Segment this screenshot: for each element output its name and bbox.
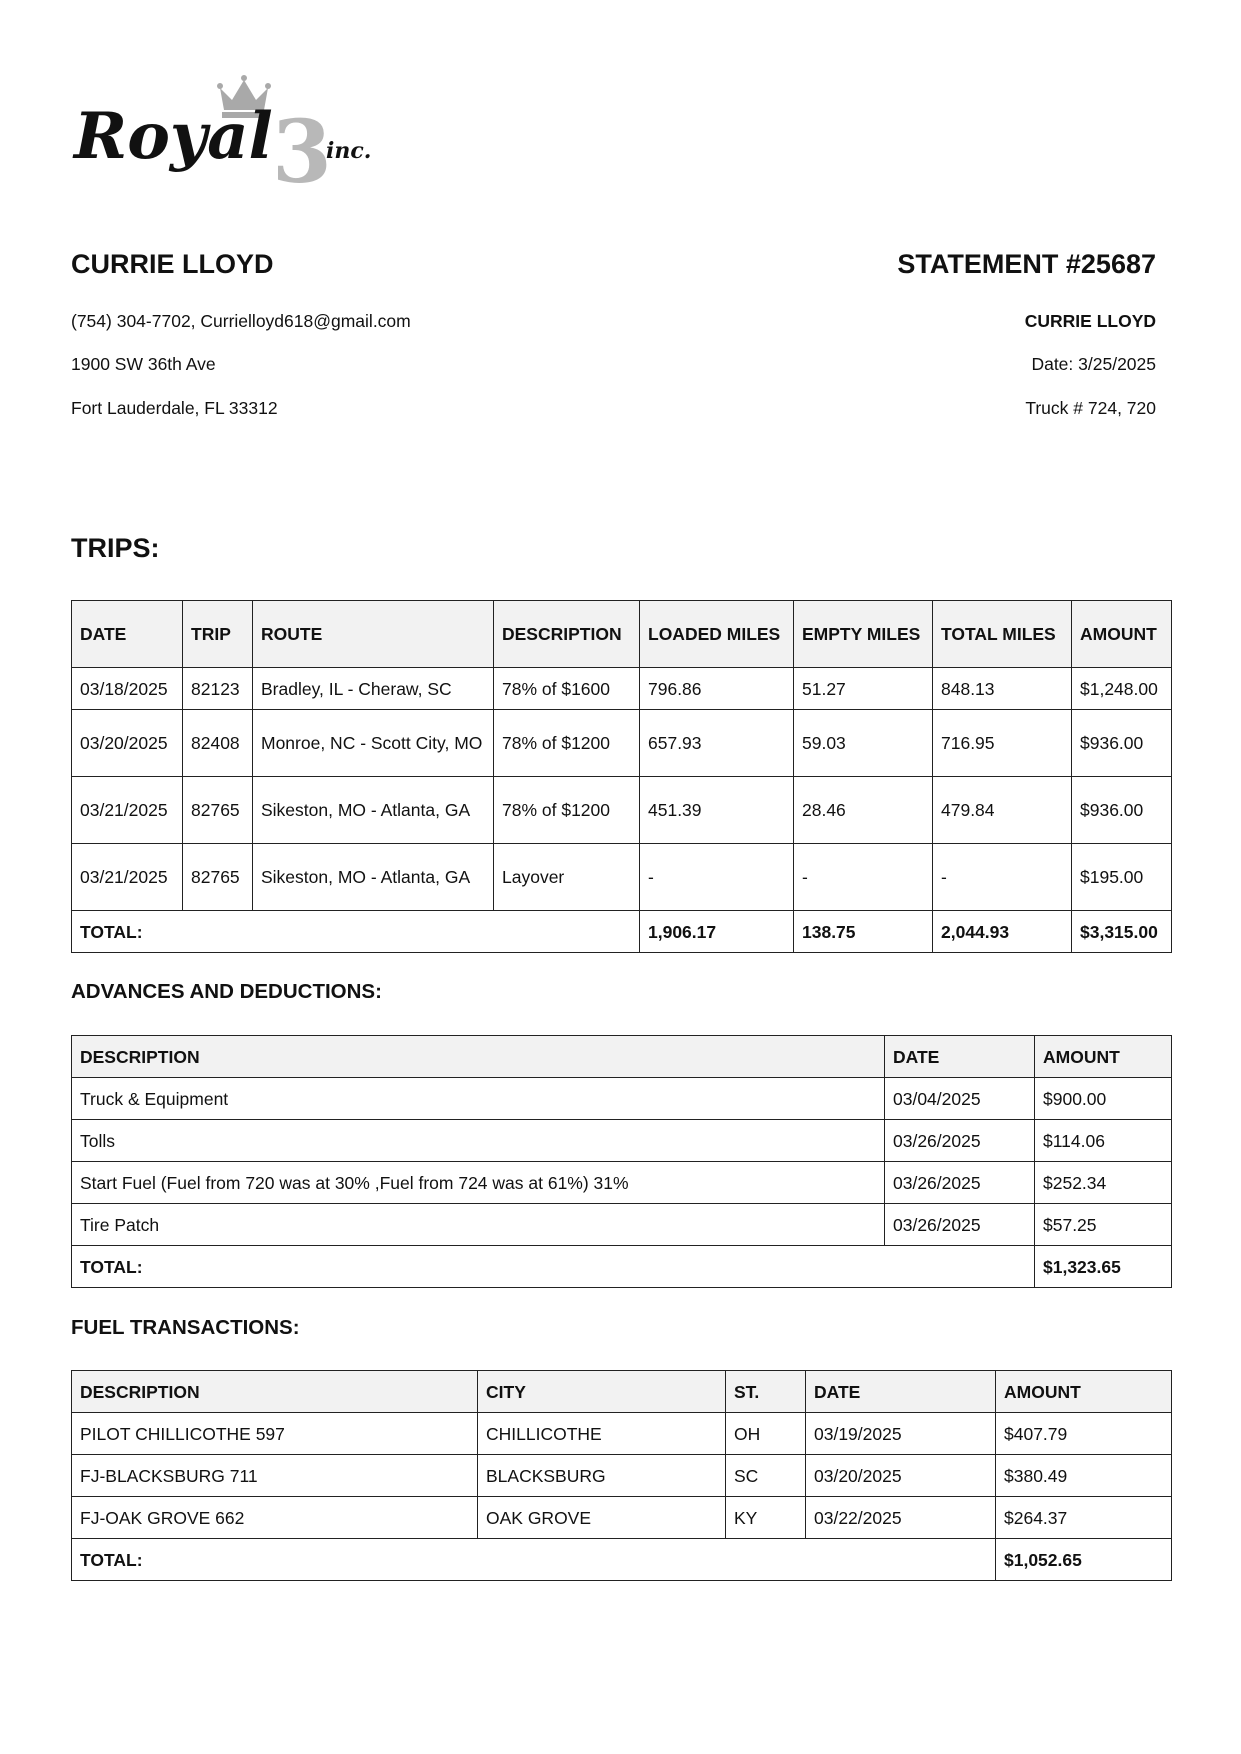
cell-loaded-miles: 657.93	[640, 710, 794, 777]
col-description: DESCRIPTION	[494, 601, 640, 668]
col-amount: AMOUNT	[1072, 601, 1172, 668]
col-empty-miles: EMPTY MILES	[794, 601, 933, 668]
cell-amount: $195.00	[1072, 844, 1172, 911]
cell-state: KY	[726, 1497, 806, 1539]
trips-header-row	[72, 601, 1172, 668]
logo-numeral: 3	[272, 102, 332, 192]
advances-heading: ADVANCES AND DEDUCTIONS:	[71, 980, 382, 1003]
cell-amount: $936.00	[1072, 710, 1172, 777]
cell-total-miles: 716.95	[933, 710, 1072, 777]
cell-description: Layover	[494, 844, 640, 911]
total-empty-miles: 138.75	[794, 911, 933, 953]
cell-date: 03/04/2025	[885, 1078, 1035, 1120]
cell-amount: $114.06	[1035, 1120, 1172, 1162]
cell-total-miles: 479.84	[933, 777, 1072, 844]
total-loaded-miles: 1,906.17	[640, 911, 794, 953]
col-date: DATE	[885, 1036, 1035, 1078]
fuel-heading: FUEL TRANSACTIONS:	[71, 1316, 300, 1339]
cell-empty-miles: 51.27	[794, 668, 933, 710]
col-amount: AMOUNT	[996, 1371, 1172, 1413]
cell-state: OH	[726, 1413, 806, 1455]
advances-header-row	[72, 1036, 1172, 1078]
driver-contact: (754) 304-7702, Currielloyd618@gmail.com	[71, 311, 411, 331]
cell-description: Tire Patch	[72, 1204, 885, 1246]
royal3-logo	[72, 72, 392, 192]
advances-table	[71, 1035, 1172, 1288]
cell-route: Sikeston, MO - Atlanta, GA	[253, 844, 494, 911]
total-miles: 2,044.93	[933, 911, 1072, 953]
cell-description: PILOT CHILLICOTHE 597	[72, 1413, 478, 1455]
driver-name: CURRIE LLOYD	[71, 249, 274, 279]
fuel-header-row	[72, 1371, 1172, 1413]
total-label: TOTAL:	[72, 1246, 1035, 1288]
cell-date: 03/26/2025	[885, 1204, 1035, 1246]
cell-description: FJ-BLACKSBURG 711	[72, 1455, 478, 1497]
cell-trip: 82408	[183, 710, 253, 777]
cell-amount: $57.25	[1035, 1204, 1172, 1246]
statement-title: STATEMENT #25687	[897, 249, 1156, 279]
table-row	[72, 1413, 1172, 1455]
total-label: TOTAL:	[72, 911, 640, 953]
cell-date: 03/20/2025	[806, 1455, 996, 1497]
col-state: ST.	[726, 1371, 806, 1413]
total-amount: $1,052.65	[996, 1539, 1172, 1581]
statement-name: CURRIE LLOYD	[1024, 311, 1156, 331]
table-row	[72, 1078, 1172, 1120]
cell-city: OAK GROVE	[478, 1497, 726, 1539]
table-row	[72, 1120, 1172, 1162]
cell-date: 03/26/2025	[885, 1120, 1035, 1162]
cell-route: Sikeston, MO - Atlanta, GA	[253, 777, 494, 844]
cell-description: FJ-OAK GROVE 662	[72, 1497, 478, 1539]
col-date: DATE	[72, 601, 183, 668]
col-loaded-miles: LOADED MILES	[640, 601, 794, 668]
table-row	[72, 668, 1172, 710]
statement-date: Date: 3/25/2025	[1031, 354, 1156, 374]
cell-route: Bradley, IL - Cheraw, SC	[253, 668, 494, 710]
cell-amount: $900.00	[1035, 1078, 1172, 1120]
logo-suffix: inc.	[326, 138, 372, 164]
col-total-miles: TOTAL MILES	[933, 601, 1072, 668]
cell-empty-miles: 59.03	[794, 710, 933, 777]
col-description: DESCRIPTION	[72, 1036, 885, 1078]
col-city: CITY	[478, 1371, 726, 1413]
cell-state: SC	[726, 1455, 806, 1497]
table-row	[72, 1162, 1172, 1204]
table-row	[72, 710, 1172, 777]
cell-date: 03/20/2025	[72, 710, 183, 777]
total-amount: $3,315.00	[1072, 911, 1172, 953]
cell-empty-miles: 28.46	[794, 777, 933, 844]
cell-description: 78% of $1200	[494, 777, 640, 844]
col-amount: AMOUNT	[1035, 1036, 1172, 1078]
cell-loaded-miles: 796.86	[640, 668, 794, 710]
cell-trip: 82123	[183, 668, 253, 710]
col-date: DATE	[806, 1371, 996, 1413]
advances-total-row	[72, 1246, 1172, 1288]
cell-description: Start Fuel (Fuel from 720 was at 30% ,Fuel from 724 was at 61%) 31%	[72, 1162, 885, 1204]
fuel-total-row	[72, 1539, 1172, 1581]
driver-address-line2: Fort Lauderdale, FL 33312	[71, 398, 278, 418]
cell-amount: $407.79	[996, 1413, 1172, 1455]
cell-trip: 82765	[183, 777, 253, 844]
col-trip: TRIP	[183, 601, 253, 668]
cell-route: Monroe, NC - Scott City, MO	[253, 710, 494, 777]
cell-date: 03/22/2025	[806, 1497, 996, 1539]
col-route: ROUTE	[253, 601, 494, 668]
cell-description: Truck & Equipment	[72, 1078, 885, 1120]
cell-description: 78% of $1600	[494, 668, 640, 710]
table-row	[72, 1497, 1172, 1539]
cell-amount: $380.49	[996, 1455, 1172, 1497]
cell-date: 03/21/2025	[72, 777, 183, 844]
col-description: DESCRIPTION	[72, 1371, 478, 1413]
table-row	[72, 1204, 1172, 1246]
cell-description: Tolls	[72, 1120, 885, 1162]
cell-date: 03/19/2025	[806, 1413, 996, 1455]
cell-amount: $1,248.00	[1072, 668, 1172, 710]
trips-table	[71, 600, 1172, 953]
cell-amount: $252.34	[1035, 1162, 1172, 1204]
logo-name: Royal	[74, 99, 273, 174]
cell-loaded-miles: -	[640, 844, 794, 911]
cell-trip: 82765	[183, 844, 253, 911]
total-label: TOTAL:	[72, 1539, 996, 1581]
trips-heading: TRIPS:	[71, 533, 160, 563]
cell-loaded-miles: 451.39	[640, 777, 794, 844]
cell-date: 03/21/2025	[72, 844, 183, 911]
cell-total-miles: 848.13	[933, 668, 1072, 710]
total-amount: $1,323.65	[1035, 1246, 1172, 1288]
trips-total-row	[72, 911, 1172, 953]
table-row	[72, 844, 1172, 911]
cell-total-miles: -	[933, 844, 1072, 911]
table-row	[72, 1455, 1172, 1497]
cell-description: 78% of $1200	[494, 710, 640, 777]
cell-empty-miles: -	[794, 844, 933, 911]
statement-truck: Truck # 724, 720	[1025, 398, 1156, 418]
cell-date: 03/18/2025	[72, 668, 183, 710]
cell-city: BLACKSBURG	[478, 1455, 726, 1497]
driver-address-line1: 1900 SW 36th Ave	[71, 354, 216, 374]
fuel-table	[71, 1370, 1172, 1581]
cell-amount: $936.00	[1072, 777, 1172, 844]
cell-city: CHILLICOTHE	[478, 1413, 726, 1455]
table-row	[72, 777, 1172, 844]
cell-amount: $264.37	[996, 1497, 1172, 1539]
cell-date: 03/26/2025	[885, 1162, 1035, 1204]
